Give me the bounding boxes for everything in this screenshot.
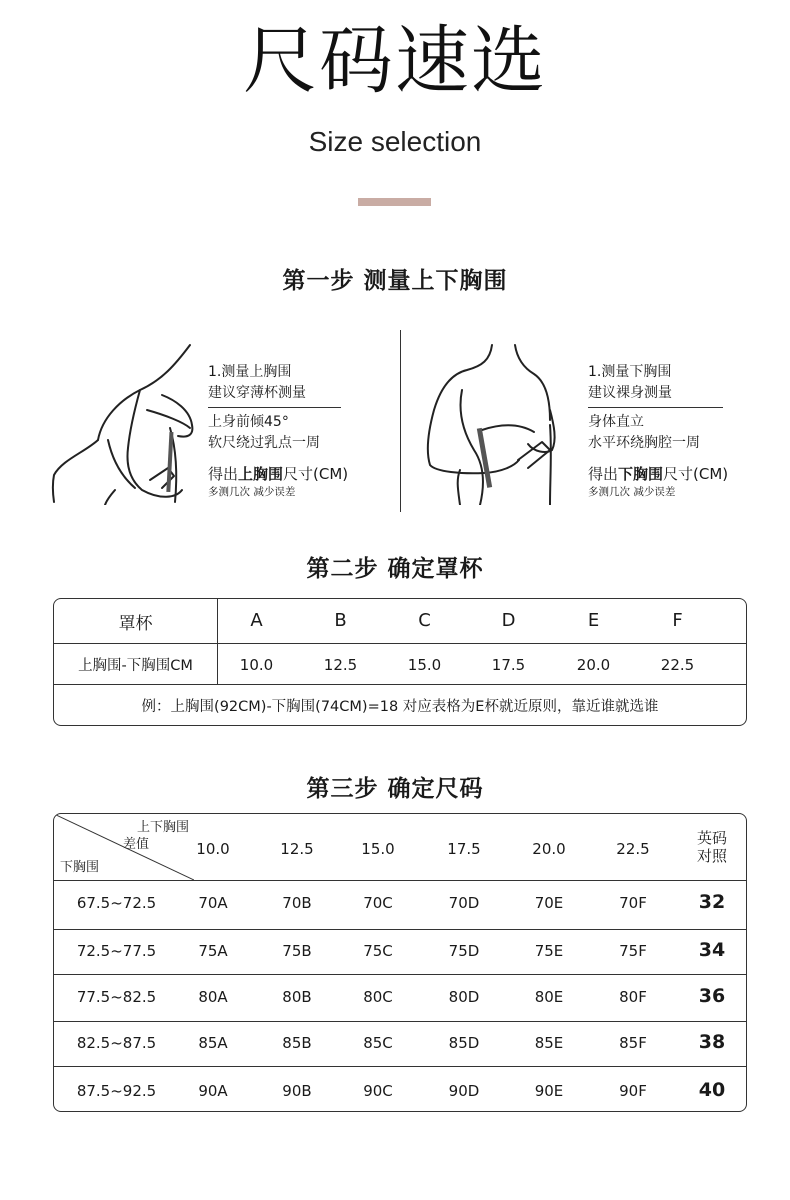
diff-label: 上胸围-下胸围CM [78,658,193,674]
size-cell: 90D [448,1082,480,1100]
lower-step-note: 多测几次 减少误差 [588,486,676,498]
upper-step-method: 软尺绕过乳点一周 [208,435,320,451]
cup-table [53,598,747,726]
step3-heading: 第三步 确定尺码 [306,776,484,802]
size-cell: 80A [198,988,228,1006]
step1-heading: 第一步 测量上下胸围 [282,268,508,294]
uk-size-cell: 32 [698,891,726,913]
upper-instr-rule [208,407,341,408]
size-cell: 70D [448,894,480,912]
size-cell: 75B [282,942,312,960]
diff-value-cell: 22.5 [660,656,695,674]
size-cell: 80C [363,988,393,1006]
cup-header-cell: B [334,610,347,631]
size-cell: 75E [534,942,564,960]
size-cell: 70B [282,894,312,912]
uk-size-cell: 36 [698,985,726,1007]
size-row-range: 67.5~72.5 [76,894,157,912]
cup-header-cell: A [250,610,263,631]
cup-header-cell: D [501,610,516,631]
size-cell: 80D [448,988,480,1006]
upper-bust-instructions [208,362,348,499]
size-cell: 85F [619,1034,647,1052]
page-subtitle: Size selection [308,126,482,157]
diff-value-cell: 15.0 [407,656,442,674]
upper-step-result: 得出上胸围尺寸(CM) [208,465,349,483]
lower-step-posture: 身体直立 [588,414,644,430]
size-header-diff: 22.5 [616,840,650,858]
size-header-diff: 17.5 [447,840,481,858]
size-header-diff: 20.0 [532,840,566,858]
size-cell: 75A [198,942,228,960]
page-title: 尺码速选 [243,18,547,104]
diff-value-cell: 10.0 [239,656,274,674]
size-cell: 85E [534,1034,564,1052]
size-cell: 85A [198,1034,228,1052]
size-header-diff: 15.0 [361,840,395,858]
size-header-diff: 10.0 [196,840,230,858]
upper-step-posture: 上身前倾45° [208,414,289,430]
size-cell: 80E [534,988,564,1006]
cup-header-label: 罩杯 [118,614,153,634]
accent-divider [358,198,431,206]
size-row-range: 77.5~82.5 [76,988,157,1006]
size-row-range: 82.5~87.5 [76,1034,157,1052]
corner-label-bottom: 下胸围 [60,860,100,875]
size-cell: 90E [534,1082,564,1100]
cup-header-cell: C [418,610,431,631]
lower-bust-measure-illustration [422,340,577,505]
size-header-diff: 12.5 [280,840,314,858]
uk-header-line1: 英码 [696,829,727,847]
uk-size-cell: 38 [698,1031,726,1053]
lower-step-result: 得出下胸围尺寸(CM) [588,465,729,483]
uk-header-line2: 对照 [696,847,727,865]
diff-value-cell: 12.5 [323,656,358,674]
cup-header-cell: E [587,610,600,631]
size-cell: 80F [619,988,647,1006]
size-cell: 90C [363,1082,393,1100]
diff-value-cell: 17.5 [491,656,526,674]
upper-step-note: 多测几次 减少误差 [208,486,296,498]
diff-value-cell: 20.0 [576,656,611,674]
upper-step-tip: 建议穿薄杯测量 [208,385,306,401]
lower-step-tip: 建议裸身测量 [588,385,672,401]
size-cell: 80B [282,988,312,1006]
size-cell: 85B [282,1034,312,1052]
size-cell: 90A [198,1082,228,1100]
upper-bust-measure-illustration [50,340,200,505]
step1-divider [400,330,401,512]
size-cell: 85C [363,1034,393,1052]
upper-step-title: 1.测量上胸围 [208,364,292,380]
size-cell: 90F [619,1082,647,1100]
lower-bust-instructions [588,362,728,499]
size-cell: 85D [448,1034,480,1052]
size-cell: 70C [363,894,393,912]
step2-heading: 第二步 确定罩杯 [306,556,484,582]
lower-instr-rule [588,407,723,408]
uk-size-cell: 40 [698,1079,726,1101]
corner-label-top: 上下胸围 [136,820,189,835]
size-row-range: 72.5~77.5 [76,942,157,960]
size-table [53,813,747,1112]
size-cell: 75D [448,942,480,960]
cup-header-cell: F [672,610,683,631]
size-cell: 75C [363,942,393,960]
size-cell: 70A [198,894,228,912]
size-cell: 75F [619,942,647,960]
uk-size-cell: 34 [698,939,726,961]
corner-label-mid: 差值 [122,837,149,852]
size-row-range: 87.5~92.5 [76,1082,157,1100]
size-cell: 70F [619,894,647,912]
lower-step-method: 水平环绕胸腔一周 [588,435,700,451]
cup-example-note: 例：上胸围(92CM)-下胸围(74CM)=18 对应表格为E杯就近原则，靠近谁就选谁 [141,699,659,715]
lower-step-title: 1.测量下胸围 [588,364,672,380]
size-cell: 70E [534,894,564,912]
size-cell: 90B [282,1082,312,1100]
